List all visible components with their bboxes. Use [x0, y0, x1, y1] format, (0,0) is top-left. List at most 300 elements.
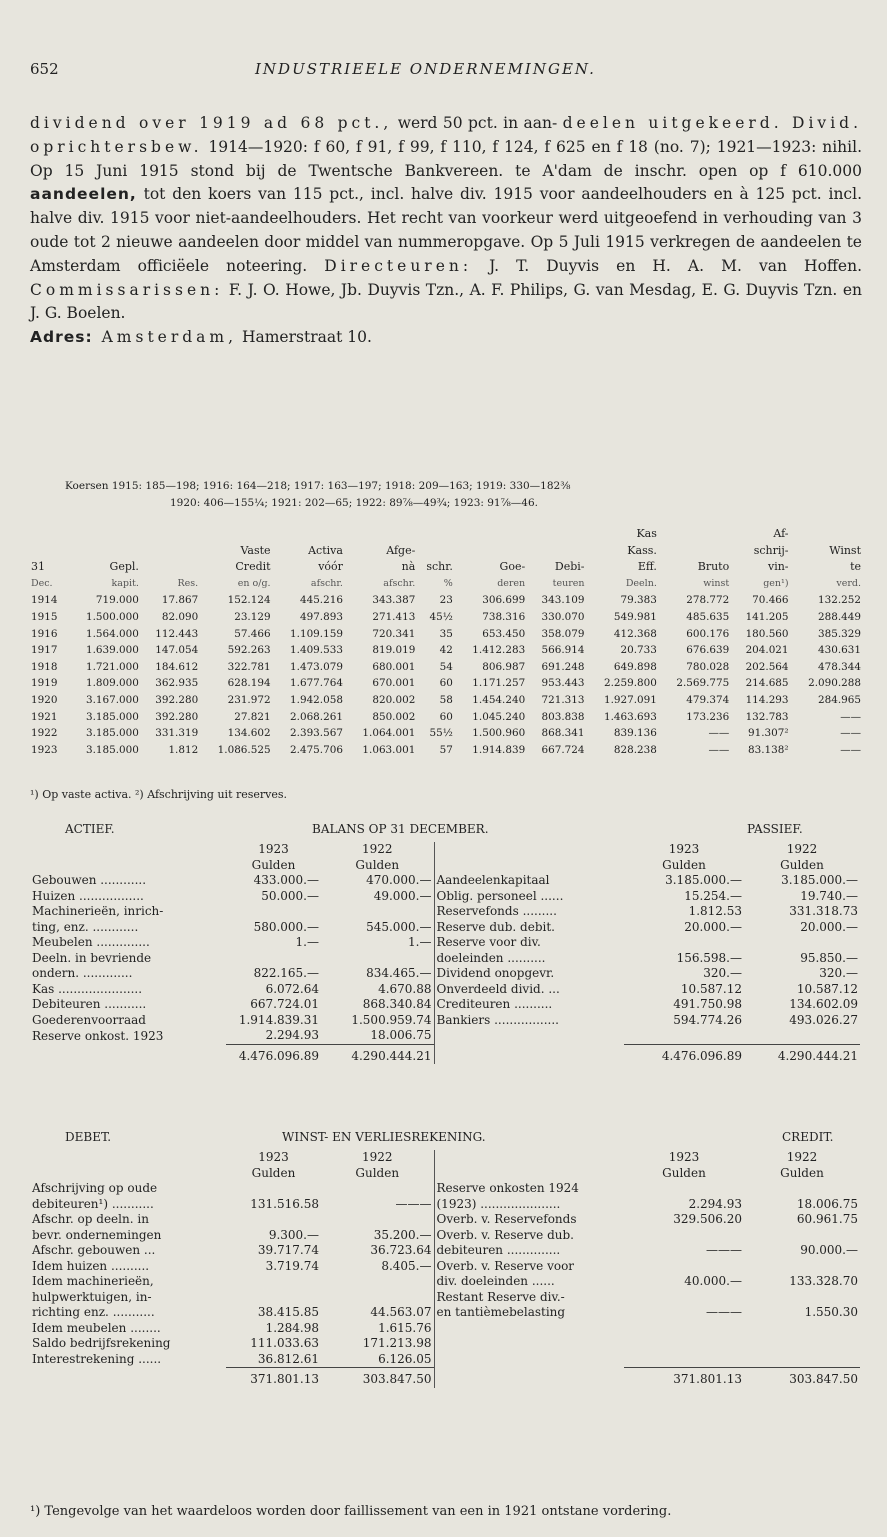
stats-header-cell: Vaste — [240, 543, 271, 557]
winst-cell: 90.000.— — [800, 1243, 858, 1257]
stats-cell: 284.965 — [818, 693, 861, 706]
winst-cell — [624, 1259, 744, 1275]
winst-cell: Overb. v. Reserve voor — [434, 1259, 624, 1275]
stats-cell: 83.138² — [748, 743, 789, 756]
balans-cell — [744, 935, 860, 951]
stats-header-cell — [30, 526, 68, 543]
stats-header-cell: en o/g. — [237, 577, 271, 589]
stats-cell: 82.090 — [161, 610, 199, 623]
balans-cell: 3.185.000.— — [781, 873, 858, 887]
balans-totals-row — [30, 1044, 860, 1064]
stats-cell: 27.821 — [234, 710, 271, 723]
stats-header-cell: Goe- — [499, 560, 526, 574]
stats-cell: 114.293 — [745, 693, 789, 706]
winst-cell — [744, 1259, 860, 1275]
stats-header-cell — [68, 543, 140, 560]
balans-cell: 134.602.09 — [789, 997, 858, 1011]
winst-cell — [434, 1352, 624, 1368]
balans-year-label: 1922 — [786, 842, 818, 856]
stats-cell: 628.194 — [227, 677, 271, 690]
balans-cell: 594.774.26 — [673, 1012, 742, 1027]
winst-cell: Idem huizen .......... — [32, 1258, 150, 1273]
winst-cell: Saldo bedrijfsrekening — [32, 1336, 171, 1350]
stats-cell: 3.167.000 — [86, 693, 139, 706]
winst-cell — [321, 1181, 434, 1197]
winst-cell — [624, 1352, 744, 1368]
balans-row — [30, 920, 860, 936]
stats-cell: 330.070 — [541, 610, 585, 623]
stats-row — [30, 675, 862, 692]
winst-cell: 36.723.64 — [370, 1243, 432, 1257]
stats-cell: —— — [840, 727, 861, 740]
winst-cell: 329.506.20 — [673, 1212, 742, 1226]
balans-cell: 834.465.— — [366, 966, 432, 980]
stats-cell: 180.560 — [745, 627, 789, 640]
winst-cell: 1.284.98 — [265, 1320, 319, 1335]
balans-cell — [744, 1028, 860, 1044]
stats-cell: 184.612 — [155, 660, 199, 673]
balans-cell: doeleinden .......... — [434, 951, 624, 967]
stats-cell: 828.238 — [613, 743, 657, 756]
stats-cell: 1.409.533 — [290, 644, 343, 657]
stats-cell: 1.812 — [168, 743, 199, 756]
stats-header-cell: Af- — [773, 527, 789, 540]
stats-cell: 132.783 — [745, 710, 789, 723]
winst-unit-row — [30, 1166, 860, 1182]
winst-cell — [744, 1290, 860, 1306]
stats-header-cell — [140, 526, 199, 543]
stats-cell: 691.248 — [541, 660, 585, 673]
balans-cell: Aandeelenkapitaal — [434, 873, 624, 889]
winst-cell: 39.717.74 — [257, 1243, 319, 1257]
winst-cell: Reserve onkosten 1924 — [434, 1181, 624, 1197]
balans-cell: Crediteuren .......... — [434, 997, 624, 1013]
stats-header-cell — [526, 543, 585, 560]
winst-cell: richting enz. ........... — [32, 1305, 155, 1319]
winst-cell — [321, 1274, 434, 1290]
balans-cell: Huizen ................. — [32, 888, 144, 903]
winst-cell: 18.006.75 — [796, 1196, 858, 1211]
stats-cell: 1914 — [31, 594, 58, 607]
winst-cell: Afschr. gebouwen ... — [32, 1243, 156, 1257]
balans-cell: 19.740.— — [800, 888, 858, 903]
balans-row — [30, 1013, 860, 1029]
stats-header-cell: Winst — [829, 543, 861, 557]
stats-cell: 1921 — [31, 710, 58, 723]
balans-year-label: 1923 — [668, 842, 700, 856]
winst-cell — [624, 1181, 744, 1197]
balans-cell — [226, 951, 321, 967]
stats-cell: 343.387 — [372, 594, 416, 607]
balans-cell: 18.006.75 — [370, 1028, 432, 1042]
stats-cell: 649.898 — [613, 660, 657, 673]
stats-cell: 1915 — [31, 610, 58, 623]
stats-header-cell — [658, 526, 730, 543]
balans-cell — [434, 1028, 624, 1044]
winst-cell — [321, 1212, 434, 1228]
stats-header-cell: winst — [703, 577, 730, 589]
stats-cell: —— — [708, 743, 730, 756]
balans-cell: 491.750.98 — [673, 997, 742, 1011]
stats-header-cell: Dec. — [31, 577, 53, 589]
stats-cell: 132.252 — [818, 594, 861, 607]
stats-row — [30, 626, 862, 643]
intro-spaced-1: dividend over 1919 ad 68 pct., — [30, 114, 393, 132]
balans-cell: 2.294.93 — [265, 1028, 319, 1042]
balans-cell: Onverdeeld divid. ... — [434, 982, 624, 998]
balans-cell: Kas ...................... — [32, 981, 143, 996]
stats-header-cell — [658, 543, 730, 560]
winst-cell: Overb. v. Reserve dub. — [434, 1228, 624, 1244]
stats-cell: 288.449 — [818, 610, 861, 623]
winst-cell: div. doeleinden ...... — [434, 1274, 624, 1290]
stats-header-row — [30, 526, 862, 543]
stats-cell: 141.205 — [745, 610, 789, 623]
winst-cell — [624, 1228, 744, 1244]
balans-cell: 156.598.— — [676, 950, 742, 965]
winst-row — [30, 1243, 860, 1259]
winst-cell: Restant Reserve div.- — [434, 1290, 624, 1306]
stats-cell: 3.185.000 — [86, 727, 139, 740]
winst-cell — [624, 1336, 744, 1352]
winst-cell: ——— — [706, 1305, 742, 1319]
winst-cell: Idem machinerieën, — [32, 1274, 154, 1288]
winst-cell — [744, 1336, 860, 1352]
winst-row — [30, 1228, 860, 1244]
winst-totals-row — [30, 1368, 860, 1388]
winst-cell: bevr. ondernemingen — [32, 1227, 162, 1242]
stats-cell: 1917 — [31, 644, 58, 657]
stats-cell: 152.124 — [227, 594, 271, 607]
winst-total: 303.847.50 — [744, 1368, 860, 1388]
address-city: Amsterdam, — [92, 328, 238, 347]
winst-cell: 36.812.61 — [257, 1351, 319, 1366]
stats-cell: 23.129 — [234, 610, 271, 623]
winst-cell — [321, 1290, 434, 1306]
stats-cell: 738.316 — [482, 610, 526, 623]
stats-cell: 600.176 — [686, 627, 730, 640]
stats-cell: 819.019 — [372, 644, 416, 657]
stats-header-cell: te — [850, 560, 861, 574]
stats-cell: 485.635 — [686, 610, 730, 623]
stats-cell: 850.002 — [372, 710, 416, 723]
stats-cell: 271.413 — [372, 610, 416, 623]
winst-cell — [226, 1290, 321, 1306]
stats-cell: 1.942.058 — [290, 693, 343, 706]
stats-cell: 868.341 — [541, 727, 585, 740]
balans-cell: 10.587.12 — [796, 981, 858, 996]
winst-cell — [226, 1212, 321, 1228]
stats-cell: 2.068.261 — [290, 710, 343, 723]
pl-table — [30, 1150, 860, 1388]
winst-cell — [434, 1336, 624, 1352]
stats-cell: 1.473.079 — [290, 660, 343, 673]
winst-cell: 8.405.— — [381, 1258, 432, 1273]
stats-cell: 1.927.091 — [603, 693, 657, 706]
stats-row — [30, 725, 862, 742]
stats-cell: 953.443 — [541, 677, 585, 690]
balans-row — [30, 889, 860, 905]
stats-cell: 1923 — [31, 743, 58, 756]
stats-cell: 1.463.693 — [603, 710, 657, 723]
balans-total: 4.290.444.21 — [744, 1044, 860, 1064]
winst-cell: en tantièmebelasting — [434, 1305, 624, 1321]
stats-row — [30, 609, 862, 626]
winst-row — [30, 1181, 860, 1197]
stats-cell: 780.028 — [686, 660, 730, 673]
stats-cell: 306.699 — [482, 594, 526, 607]
stats-header-cell: % — [443, 577, 453, 589]
stats-cell: —— — [708, 727, 730, 740]
balans-cell: 1.— — [408, 935, 432, 949]
stats-header-cell — [272, 526, 344, 543]
stats-header-cell: gen¹) — [763, 577, 789, 589]
winst-cell: debiteuren .............. — [434, 1243, 624, 1259]
balans-unit-label: Gulden — [251, 857, 296, 872]
balans-cell: 1.812.53 — [688, 904, 742, 918]
stats-cell: 147.054 — [155, 644, 199, 657]
stats-cell: 392.280 — [155, 710, 199, 723]
stats-cell: —— — [840, 743, 861, 756]
winst-cell: 1.615.76 — [378, 1320, 432, 1335]
winst-row — [30, 1212, 860, 1228]
stats-cell: 839.136 — [613, 727, 657, 740]
winst-row — [30, 1352, 860, 1368]
balans-year-label: 1923 — [258, 842, 289, 856]
stats-header-cell: schrij- — [753, 543, 789, 557]
balans-total: 4.476.096.89 — [226, 1044, 321, 1064]
balans-cell — [624, 935, 744, 951]
stats-cell: 478.344 — [818, 660, 861, 673]
intro-bold-aandeelen: aandeelen, — [30, 185, 137, 204]
stats-cell: 803.838 — [541, 710, 585, 723]
stats-cell: 1.109.159 — [290, 627, 343, 640]
stats-header-cell: Res. — [177, 577, 199, 589]
balans-cell: 50.000.— — [261, 888, 319, 903]
stats-header-cell: Debi- — [554, 560, 585, 574]
stats-header-cell — [140, 543, 199, 560]
stats-cell: 362.935 — [155, 677, 199, 690]
balans-cell: 667.724.01 — [250, 997, 319, 1011]
stats-cell: 820.002 — [372, 693, 416, 706]
balans-cell: ting, enz. ............ — [32, 919, 139, 934]
balans-unit-row — [30, 858, 860, 874]
commissioners-label: Commissarissen: — [30, 280, 224, 299]
balans-cell: Reserve onkost. 1923 — [32, 1028, 164, 1043]
winst-unit-label: Gulden — [251, 1165, 296, 1180]
balans-cell: 1.— — [295, 935, 319, 949]
stats-cell: 17.867 — [161, 594, 199, 607]
stats-cell: 720.341 — [372, 627, 416, 640]
stats-header-cell: Deeln. — [625, 577, 657, 589]
winst-cell: 9.300.— — [268, 1227, 319, 1242]
stats-cell: 479.374 — [686, 693, 730, 706]
balans-cell: Machinerieën, inrich- — [32, 904, 164, 918]
winst-year-label: 1922 — [786, 1150, 818, 1164]
winst-cell: ——— — [395, 1196, 432, 1211]
intro-paragraph — [30, 112, 862, 350]
stats-header-cell: Gepl. — [109, 560, 139, 574]
page-number: 652 — [30, 60, 59, 78]
stats-header-cell — [454, 543, 526, 560]
stats-cell: 2.569.775 — [676, 677, 730, 690]
stats-cell: 2.475.706 — [290, 743, 343, 756]
balans-cell: 320.— — [703, 966, 742, 980]
address-label: Adres: — [30, 328, 93, 347]
stats-cell: 214.685 — [745, 677, 789, 690]
stats-header-cell: vóór — [318, 560, 343, 574]
stats-header-cell: afschr. — [383, 577, 416, 589]
balans-cell: 822.165.— — [253, 966, 319, 980]
balans-row — [30, 982, 860, 998]
stats-cell: 57.466 — [234, 627, 271, 640]
intro-text-2: 1914—1920: f 60, f 91, f 99, f 110, f 124, f 625 en f 18 (no. 7); 1921—1923: nihil. Op 15 Juni 1915 stond bij de Twentsche Bankvereen. te A'dam de inschr. open op f 610.000 — [30, 137, 862, 180]
stats-cell: 653.450 — [482, 627, 526, 640]
balans-row — [30, 966, 860, 982]
stats-cell: 1.454.240 — [472, 693, 526, 706]
balans-row — [30, 997, 860, 1013]
stats-cell: 1918 — [31, 660, 58, 673]
balans-total: 4.476.096.89 — [624, 1044, 744, 1064]
winst-cell: ——— — [706, 1243, 742, 1257]
winst-cell: 38.415.85 — [257, 1305, 319, 1319]
stats-cell: 331.319 — [155, 727, 199, 740]
stats-cell: 231.972 — [227, 693, 271, 706]
pl-left-heading: DEBET. — [65, 1130, 112, 1144]
stats-cell: 1.171.257 — [472, 677, 526, 690]
balans-row — [30, 951, 860, 967]
winst-cell — [744, 1352, 860, 1368]
stats-header-cell: Credit — [235, 560, 271, 574]
stats-cell: 79.383 — [620, 594, 657, 607]
balans-cell: 580.000.— — [253, 919, 319, 934]
stats-row — [30, 642, 862, 659]
balans-cell: ondern. ............. — [32, 966, 133, 980]
commissioners-text: F. J. O. Howe, Jb. Duyvis Tzn., A. F. Philips, G. van Mesdag, E. G. Duyvis Tzn. en J. G. Boelen. — [30, 280, 862, 323]
stats-cell: 1.045.240 — [472, 710, 526, 723]
stats-header-row — [30, 576, 862, 593]
balans-cell: 470.000.— — [366, 873, 432, 887]
winst-cell — [226, 1274, 321, 1290]
winst-cell — [624, 1290, 744, 1306]
balans-cell: Bankiers ................. — [434, 1013, 624, 1029]
stats-header-cell — [454, 526, 526, 543]
stats-cell: 1922 — [31, 727, 58, 740]
stats-cell: 667.724 — [541, 743, 585, 756]
winst-cell: 2.294.93 — [688, 1196, 742, 1211]
stats-cell: 2.259.800 — [603, 677, 657, 690]
stats-cell: 42 — [439, 644, 453, 657]
balans-row — [30, 1028, 860, 1044]
stats-cell: 1.412.283 — [472, 644, 526, 657]
stats-cell: 719.000 — [95, 594, 139, 607]
stats-header-cell: nà — [401, 560, 416, 574]
winst-cell: debiteuren¹) ........... — [32, 1196, 154, 1211]
stats-row — [30, 692, 862, 709]
balans-cell: Oblig. personeel ...... — [434, 889, 624, 905]
stats-cell: 2.393.567 — [290, 727, 343, 740]
winst-cell: 6.126.05 — [378, 1351, 432, 1366]
winst-cell — [434, 1321, 624, 1337]
balans-cell: 6.072.64 — [265, 981, 319, 996]
stats-cell: 1.721.000 — [86, 660, 139, 673]
winst-cell: 171.213.98 — [362, 1336, 432, 1350]
winst-cell — [744, 1321, 860, 1337]
winst-cell: Afschr. op deeln. in — [32, 1212, 149, 1226]
stats-cell: 70.466 — [752, 594, 789, 607]
balans-cell: 95.850.— — [800, 950, 858, 965]
balans-cell: 10.587.12 — [680, 981, 742, 996]
winst-unit-label: Gulden — [780, 1165, 824, 1180]
balans-year-row — [30, 842, 860, 858]
stats-header-cell — [790, 526, 862, 543]
winst-cell: 44.563.07 — [370, 1305, 432, 1319]
statistics-footnote: ¹) Op vaste activa. ²) Afschrijving uit reserves. — [30, 788, 288, 801]
stats-cell: 358.079 — [541, 627, 585, 640]
stats-cell: 1.500.000 — [86, 610, 139, 623]
winst-row — [30, 1197, 860, 1213]
directors-label: Directeuren: — [324, 256, 473, 275]
balans-cell: Reservefonds ......... — [434, 904, 624, 920]
stats-cell: 20.733 — [620, 644, 657, 657]
winst-unit-label: Gulden — [662, 1165, 706, 1180]
balans-row — [30, 904, 860, 920]
balans-cell — [321, 951, 434, 967]
balans-cell: 1.914.839.31 — [238, 1012, 319, 1027]
balans-cell — [226, 904, 321, 920]
balans-cell: 433.000.— — [253, 873, 319, 887]
stats-header-cell: Bruto — [697, 560, 730, 574]
koersen-block — [30, 478, 862, 512]
stats-row — [30, 659, 862, 676]
address-street: Hamerstraat 10. — [237, 328, 372, 347]
winst-cell: 1.550.30 — [804, 1305, 858, 1319]
balans-cell: Gebouwen ............ — [32, 873, 147, 887]
winst-cell: hulpwerktuigen, in- — [32, 1289, 152, 1304]
stats-header-cell — [416, 526, 454, 543]
balans-cell: Dividend onopgevr. — [434, 966, 624, 982]
balans-unit-label: Gulden — [355, 857, 400, 872]
winst-cell: 111.033.63 — [250, 1336, 319, 1350]
balans-cell: 20.000.— — [684, 919, 742, 934]
stats-header-cell — [526, 526, 585, 543]
stats-cell: 592.263 — [227, 644, 271, 657]
stats-header-cell: deren — [497, 577, 526, 589]
balance-right-heading: PASSIEF. — [747, 822, 803, 836]
winst-total: 371.801.13 — [226, 1368, 321, 1388]
balance-title: BALANS OP 31 DECEMBER. — [312, 822, 489, 836]
winst-row — [30, 1290, 860, 1306]
winst-cell — [744, 1228, 860, 1244]
stats-header-cell: vin- — [767, 560, 789, 574]
balans-cell: 331.318.73 — [789, 904, 858, 918]
balans-cell — [624, 1028, 744, 1044]
winst-cell: (1923) ..................... — [434, 1197, 624, 1213]
koersen-line-2: 1920: 406—155¼; 1921: 202—65; 1922: 89⅞—49¾; 1923: 91⅞—46. — [170, 497, 538, 509]
stats-cell: 202.564 — [745, 660, 789, 673]
koersen-line-1: Koersen 1915: 185—198; 1916: 164—218; 1917: 163—197; 1918: 209—163; 1919: 330—182⅜ — [65, 480, 571, 492]
stats-cell: 55½ — [429, 727, 453, 740]
balans-unit-label: Gulden — [780, 857, 824, 872]
stats-cell: 680.001 — [372, 660, 416, 673]
stats-cell: 1.086.525 — [217, 743, 271, 756]
stats-cell: 1916 — [31, 627, 58, 640]
winst-year-label: 1923 — [258, 1150, 289, 1164]
stats-cell: 1.064.001 — [362, 727, 416, 740]
stats-cell: 392.280 — [155, 693, 199, 706]
directors-text: J. T. Duyvis en H. A. M. van Hoffen. — [472, 256, 862, 275]
stats-cell: 497.893 — [299, 610, 343, 623]
